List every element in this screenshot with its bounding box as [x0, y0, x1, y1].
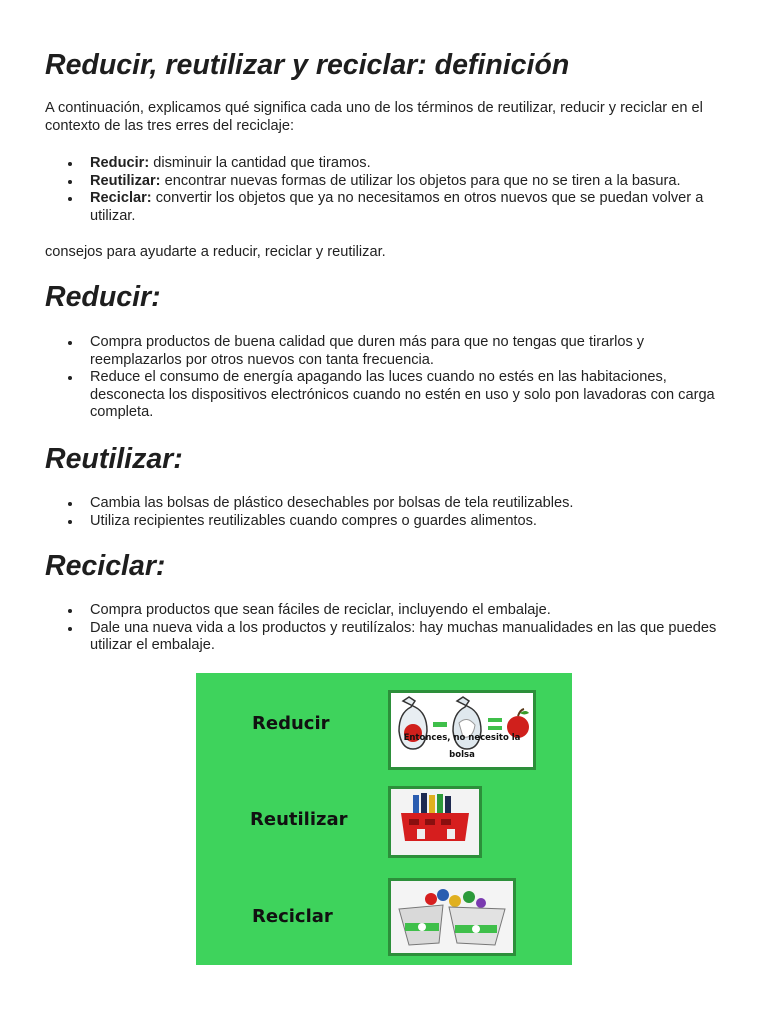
- section-heading-reciclar: Reciclar:: [45, 550, 166, 582]
- figure-label-reutilizar: Reutilizar: [250, 809, 348, 830]
- intro-paragraph: A continuación, explicamos qué significa cada uno de los términos de reutilizar, reducir y reciclar en el contexto de las tres erres del reciclaje:: [45, 100, 703, 134]
- figure-label-reducir: Reducir: [252, 713, 330, 734]
- three-r-figure: [196, 673, 572, 965]
- definition-item: [90, 173, 720, 191]
- section-heading-reutilizar: Reutilizar:: [45, 443, 183, 475]
- section-list-reciclar: [45, 602, 720, 655]
- definition-text: encontrar nuevas formas de utilizar los objetos para que no se tiren a la basura.: [160, 172, 681, 189]
- list-item: Dale una nueva vida a los productos y reutilízalos: hay muchas manualidades en las que puedes utilizar el embalaje.: [90, 620, 720, 655]
- definition-term: Reutilizar:: [90, 172, 161, 189]
- section-list-reducir: [45, 334, 720, 422]
- definition-text: convertir los objetos que ya no necesitamos en otros nuevos que se puedan volver a utilizar.: [90, 190, 704, 224]
- definition-term: Reciclar:: [90, 190, 152, 207]
- tips-intro: consejos para ayudarte a reducir, reciclar y reutilizar.: [45, 244, 386, 260]
- definition-text: disminuir la cantidad que tiramos.: [149, 155, 371, 171]
- list-item: Compra productos de buena calidad que duren más para que no tengas que tirarlos y reemplazarlos por otros nuevos con tanta frecuencia.: [90, 334, 720, 369]
- definition-item: [90, 155, 720, 173]
- list-item: Reduce el consumo de energía apagando las luces cuando no estés en las habitaciones, desconecta los dispositivos electrónicos cuando no estén en uso y solo pon lavadoras con carga completa.: [90, 369, 720, 422]
- section-list-reutilizar: [45, 495, 720, 530]
- list-item: Utiliza recipientes reutilizables cuando compres o guardes alimentos.: [90, 513, 720, 531]
- recycle-bins-icon: [391, 881, 513, 953]
- figure-label-reciclar: Reciclar: [252, 906, 333, 927]
- page-title: Reducir, reutilizar y reciclar: definición: [45, 49, 570, 81]
- reciclar-image-panel: [388, 878, 516, 956]
- list-item: Cambia las bolsas de plástico desechables por bolsas de tela reutilizables.: [90, 495, 720, 513]
- definitions-list: [45, 155, 720, 225]
- reutilizar-image-panel: [388, 786, 482, 858]
- list-item: Compra productos que sean fáciles de reciclar, incluyendo el embalaje.: [90, 602, 720, 620]
- section-heading-reducir: Reducir:: [45, 281, 161, 313]
- reducir-image-panel: [388, 690, 536, 770]
- definition-item: [90, 190, 720, 225]
- red-crate-icon: [391, 789, 479, 855]
- definition-term: Reducir:: [90, 155, 150, 171]
- reducir-image-caption: Entonces, no necesito la bolsa: [403, 732, 521, 761]
